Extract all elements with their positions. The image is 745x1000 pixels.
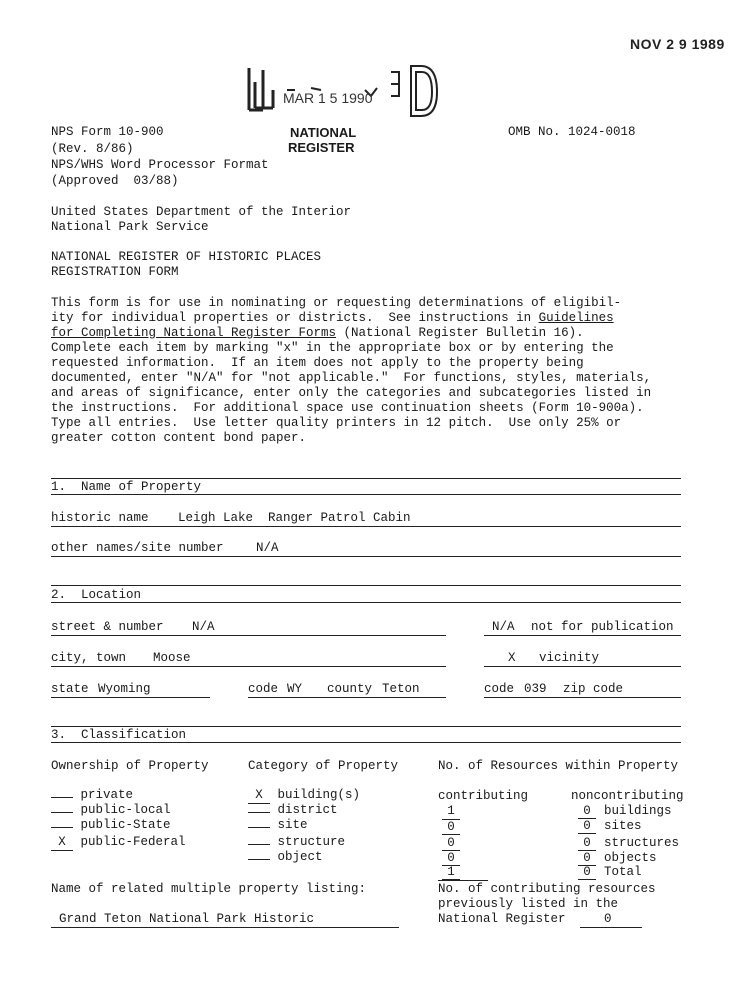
ownership-checkbox[interactable] [51, 827, 73, 828]
street-field[interactable]: N/A [192, 620, 215, 634]
state-code-field[interactable]: WY [287, 682, 303, 696]
divider [51, 697, 210, 698]
ownership-checkbox[interactable] [51, 797, 73, 798]
contributing-count[interactable]: 0 [442, 836, 460, 851]
service: National Park Service [51, 220, 209, 234]
category-option[interactable] [248, 803, 338, 818]
category-option[interactable] [248, 818, 308, 833]
instructions-line: requested information. If an item does not apply to the property being [51, 356, 584, 370]
ownership-checkbox[interactable] [51, 812, 73, 813]
instructions-line: ity for individual properties or districts. See instructions in Guidelines [51, 311, 614, 325]
category-option[interactable] [248, 850, 323, 865]
guidelines-title: for Completing National Register Forms [51, 326, 337, 340]
category-label: building(s) [277, 788, 361, 802]
category-checkbox[interactable] [248, 859, 270, 860]
contributing-count[interactable]: 0 [442, 851, 460, 866]
register-stamp: REGISTER [288, 140, 355, 155]
omb-number: OMB No. 1024-0018 [508, 125, 636, 139]
category-heading: Category of Property [248, 759, 399, 773]
category-checkbox[interactable] [248, 827, 270, 828]
category-option[interactable] [248, 788, 360, 804]
divider [51, 602, 681, 603]
ownership-label: private [80, 788, 134, 802]
previously-listed-label: No. of contributing resources [438, 882, 656, 896]
noncontributing-count[interactable]: 0 [578, 851, 596, 866]
divider [484, 697, 681, 698]
vicinity-label: vicinity [539, 651, 600, 665]
resource-label: Total [604, 865, 642, 879]
resource-label: structures [604, 836, 680, 850]
zip-label: zip code [563, 682, 624, 696]
instructions-line: This form is for use in nominating or requesting determinations of eligibil- [51, 296, 622, 310]
section2-heading: 2. Location [51, 588, 142, 602]
street-label: street & number [51, 620, 164, 634]
divider [51, 494, 681, 495]
national-stamp: NATIONAL [290, 125, 357, 140]
state-label: state [51, 682, 89, 696]
form-title: NATIONAL REGISTER OF HISTORIC PLACES [51, 250, 322, 264]
instructions-line: greater cotton content bond paper. [51, 431, 307, 445]
divider [580, 927, 642, 928]
category-checkbox[interactable] [248, 844, 270, 845]
ownership-label: public-State [80, 818, 171, 832]
divider [51, 726, 681, 727]
instructions-line: the instructions. For additional space use continuation sheets (Form 10-900a). [51, 401, 644, 415]
instructions-line: Complete each item by marking "x" in the appropriate box or by entering the [51, 341, 614, 355]
county-label: county [327, 682, 373, 696]
form-format: NPS/WHS Word Processor Format [51, 158, 269, 172]
divider [484, 635, 681, 636]
contributing-total[interactable]: 1 [442, 865, 460, 880]
divider [51, 526, 681, 527]
divider [51, 666, 446, 667]
category-label: district [277, 803, 338, 817]
divider [51, 742, 681, 743]
historic-name-field[interactable]: Leigh Lake Ranger Patrol Cabin [178, 511, 411, 525]
instructions-line: documented, enter "N/A" for "not applicable." For functions, styles, materials, [51, 371, 652, 385]
divider [51, 585, 681, 586]
divider [51, 927, 399, 928]
previously-listed-field[interactable]: 0 [604, 912, 612, 926]
form-approved: (Approved 03/88) [51, 174, 179, 188]
contributing-heading: contributing [438, 789, 529, 803]
category-label: structure [277, 835, 346, 849]
multiple-listing-label: Name of related multiple property listing: [51, 882, 367, 896]
previously-listed-label: previously listed in the [438, 897, 619, 911]
noncontributing-count[interactable]: 0 [578, 836, 596, 851]
ownership-option[interactable] [51, 803, 171, 818]
instructions-line: and areas of significance, enter only the categories and subcategories listed in [51, 386, 652, 400]
divider [51, 478, 681, 479]
form-subtitle: REGISTRATION FORM [51, 265, 179, 279]
ownership-option[interactable] [51, 835, 186, 851]
ownership-option[interactable] [51, 818, 171, 833]
resources-heading: No. of Resources within Property [438, 759, 679, 773]
contributing-count[interactable]: 0 [442, 819, 460, 835]
state-code-label: code [248, 682, 279, 696]
county-field[interactable]: Teton [382, 682, 420, 696]
form-number: NPS Form 10-900 [51, 125, 164, 139]
category-checkbox[interactable] [248, 812, 270, 813]
section1-heading: 1. Name of Property [51, 480, 202, 494]
other-names-field[interactable]: N/A [256, 541, 279, 555]
county-code-field[interactable]: 039 [524, 682, 547, 696]
divider [484, 666, 681, 667]
category-label: object [277, 850, 323, 864]
ownership-option[interactable] [51, 788, 133, 803]
department: United States Department of the Interior [51, 205, 352, 219]
state-field[interactable]: Wyoming [98, 682, 151, 696]
instructions-line: Type all entries. Use letter quality printers in 12 pitch. Use only 25% or [51, 416, 622, 430]
previously-listed-label: National Register [438, 912, 566, 926]
city-label: city, town [51, 651, 127, 665]
contributing-count[interactable]: 1 [447, 804, 455, 818]
city-field[interactable]: Moose [153, 651, 191, 665]
category-label: site [277, 818, 308, 832]
historic-name-label: historic name [51, 511, 149, 525]
instructions-line: for Completing National Register Forms (National Register Bulletin 16). [51, 326, 584, 340]
divider [438, 880, 488, 881]
not-for-publication-label: not for publication [531, 620, 674, 634]
ownership-label: public-local [80, 803, 171, 817]
ownership-heading: Ownership of Property [51, 759, 209, 773]
divider [248, 697, 446, 698]
received-date-stamp: NOV 2 9 1989 [630, 36, 725, 52]
resource-label: sites [604, 819, 642, 833]
ownership-label: public-Federal [80, 835, 186, 849]
received-second-date-stamp: MAR 1 5 1990 [283, 90, 373, 106]
resource-label: buildings [604, 804, 672, 818]
resource-label: objects [604, 851, 657, 865]
noncontributing-heading: noncontributing [571, 789, 684, 803]
noncontributing-total[interactable]: 0 [578, 865, 596, 880]
guidelines-link: Guidelines [538, 311, 614, 325]
form-revision: (Rev. 8/86) [51, 142, 134, 156]
county-code-label: code [484, 682, 515, 696]
ownership-checkbox[interactable]: X [51, 835, 73, 851]
not-for-publication-mark[interactable]: N/A [492, 620, 515, 634]
instructions-paragraph [51, 296, 691, 446]
multiple-listing-field[interactable]: Grand Teton National Park Historic [59, 912, 315, 926]
noncontributing-count[interactable]: 0 [578, 819, 596, 834]
category-option[interactable] [248, 835, 345, 850]
section3-heading: 3. Classification [51, 728, 187, 742]
category-checkbox[interactable]: X [248, 788, 270, 804]
divider [51, 635, 446, 636]
noncontributing-count[interactable]: 0 [578, 804, 596, 819]
other-names-label: other names/site number [51, 541, 224, 555]
divider [51, 556, 681, 557]
vicinity-checkbox[interactable]: X [508, 651, 516, 665]
